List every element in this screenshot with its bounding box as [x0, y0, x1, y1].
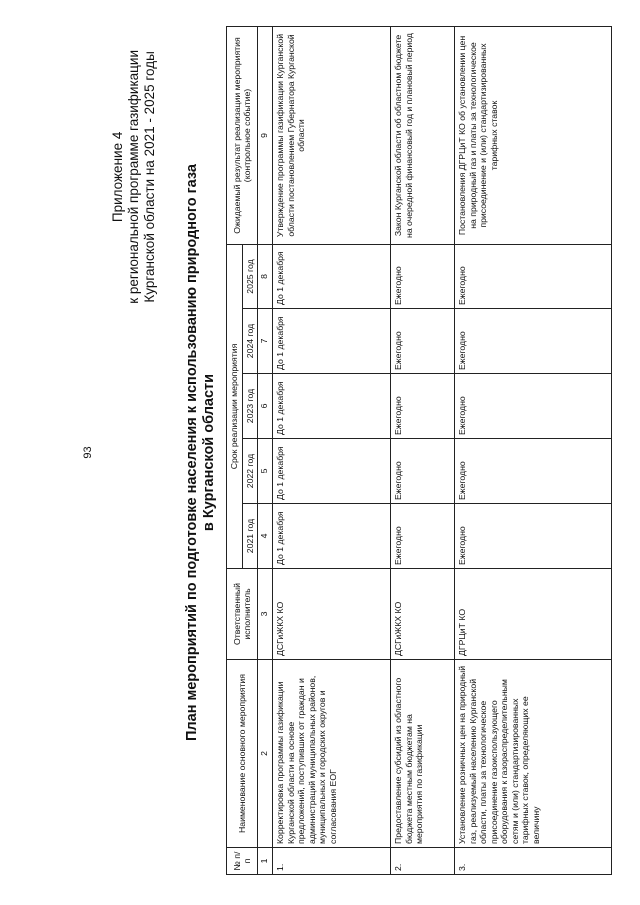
row-year-2023: Ежегодно: [455, 374, 612, 439]
row-executor: ДГРЦиТ КО: [455, 569, 612, 660]
row-year-2022: До 1 декабря: [273, 439, 391, 504]
appendix-line-1: Приложение 4: [110, 131, 125, 223]
header-num: № п/п: [227, 848, 258, 875]
row-year-2021: Ежегодно: [391, 504, 455, 569]
appendix-line-2: к региональной программе газификации: [126, 50, 141, 304]
header-result: Ожидаемый результат реализации мероприятия (контрольное событие): [227, 27, 258, 245]
table-row: [273, 27, 391, 875]
table-row: [391, 27, 455, 875]
column-number-row: [258, 27, 273, 875]
header-period: Срок реализации мероприятия: [227, 245, 243, 569]
row-year-2024: До 1 декабря: [273, 309, 391, 374]
row-name: Предоставление субсидий из областного бюджета местным бюджетам на мероприятия по газификации: [391, 660, 455, 848]
header-year: 2021 год: [242, 504, 258, 569]
row-year-2023: До 1 декабря: [273, 374, 391, 439]
row-year-2024: Ежегодно: [391, 309, 455, 374]
header-name: Наименование основного мероприятия: [227, 660, 258, 848]
appendix-line-3: Курганской области на 2021 - 2025 годы: [142, 51, 157, 303]
plan-table: [226, 26, 612, 875]
header-year: 2023 год: [242, 374, 258, 439]
header-executor: Ответственный исполнитель: [227, 569, 258, 660]
table-row: [455, 27, 612, 875]
row-year-2022: Ежегодно: [455, 439, 612, 504]
column-number: 5: [258, 439, 273, 504]
row-executor: ДСГиЖКХ КО: [391, 569, 455, 660]
row-year-2024: Ежегодно: [455, 309, 612, 374]
column-number: 7: [258, 309, 273, 374]
row-year-2025: Ежегодно: [391, 245, 455, 309]
column-number: 4: [258, 504, 273, 569]
plan-title-line-2: в Курганской области: [201, 373, 217, 532]
plan-title-line-1: План мероприятий по подготовке населения к использованию природного газа: [184, 164, 200, 741]
header-year: 2022 год: [242, 439, 258, 504]
row-result: Утверждение программы газификации Курганской области постановлением Губернатора Курганской области: [273, 27, 391, 245]
row-result: Постановления ДГРЦиТ КО об установлении цен на природный газ и платы за технологическое присоединение и (или) стандартизированных тарифных ставок: [455, 27, 612, 245]
row-num: 3.: [455, 848, 612, 875]
plan-title: [184, 40, 218, 865]
row-executor: ДСГиЖКХ КО: [273, 569, 391, 660]
header-year: 2025 год: [242, 245, 258, 309]
page-number: 93: [82, 446, 94, 459]
column-number: 1: [258, 848, 273, 875]
row-year-2025: До 1 декабря: [273, 245, 391, 309]
row-year-2021: До 1 декабря: [273, 504, 391, 569]
column-number: 9: [258, 27, 273, 245]
appendix-header: [110, 50, 158, 304]
row-year-2021: Ежегодно: [455, 504, 612, 569]
row-result: Закон Курганской области об областном бюджете на очередной финансовый год и плановый период: [391, 27, 455, 245]
row-num: 2.: [391, 848, 455, 875]
row-name: Корректировка программы газификации Курганской области на основе предложений, поступивших от граждан и администраций муниципальных районов, муниципальных и городских округов и согласования ЕОГ: [273, 660, 391, 848]
row-year-2023: Ежегодно: [391, 374, 455, 439]
column-number: 8: [258, 245, 273, 309]
row-name: Установление розничных цен на природный газ, реализуемый населению Курганской области, платы за технологическое присоединение газоиспользующего оборудования к газораспределительным сетям и (или) стандартизированных тарифных ставок, определяющих ее величину: [455, 660, 612, 848]
row-year-2022: Ежегодно: [391, 439, 455, 504]
column-number: 2: [258, 660, 273, 848]
row-num: 1.: [273, 848, 391, 875]
row-year-2025: Ежегодно: [455, 245, 612, 309]
column-number: 6: [258, 374, 273, 439]
header-row: [227, 27, 243, 875]
column-number: 3: [258, 569, 273, 660]
header-year: 2024 год: [242, 309, 258, 374]
